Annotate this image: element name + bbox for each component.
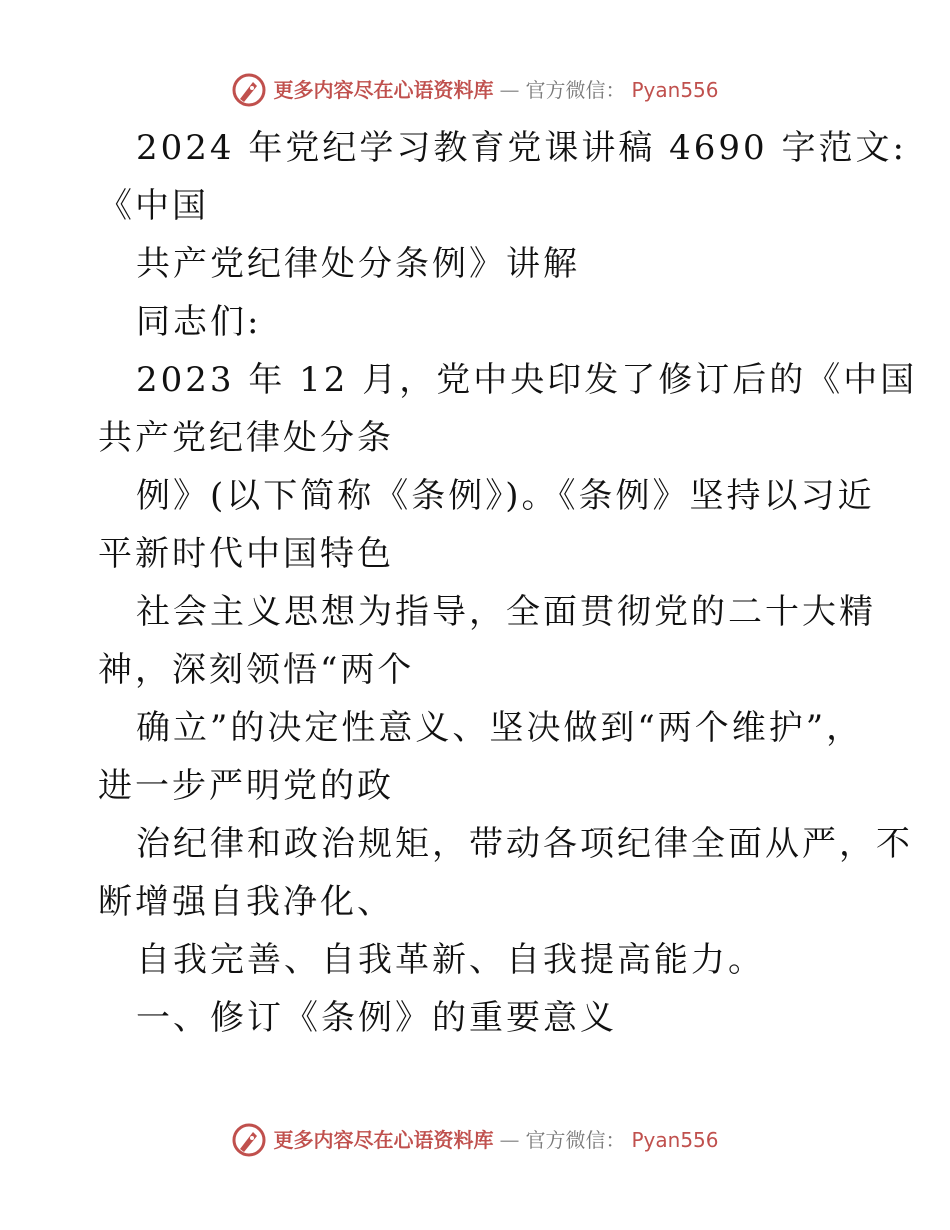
doc-text-line: 自我完善、自我革新、自我提高能力。	[136, 940, 765, 980]
doc-text-line: 社会主义思想为指导，全面贯彻党的二十大精	[136, 592, 876, 632]
doc-text-line: 神，深刻领悟“两个	[98, 650, 415, 690]
doc-text-line: 确立”的决定性意义、坚决做到“两个维护”，	[136, 708, 864, 748]
watermark-separator: —	[499, 78, 520, 102]
doc-salutation: 同志们:	[136, 302, 262, 342]
watermark-main-text: 更多内容尽在心语资料库	[273, 1128, 494, 1152]
pen-nib-logo-icon	[231, 1122, 267, 1158]
doc-title-line-3: 共产党纪律处分条例》讲解	[136, 244, 580, 284]
watermark-sub-text: 官方微信：	[525, 1128, 626, 1152]
doc-title-line-1: 2024 年党纪学习教育党课讲稿 4690 字范文:	[136, 128, 907, 168]
footer-watermark	[0, 1120, 950, 1160]
watermark-separator: —	[499, 1128, 520, 1152]
doc-title-line-2: 《中国	[98, 186, 209, 226]
doc-text-line: 进一步严明党的政	[98, 766, 394, 806]
doc-text-line: 断增强自我净化、	[98, 882, 394, 922]
doc-text-line: 治纪律和政治规矩，带动各项纪律全面从严，不	[136, 824, 913, 864]
watermark-handle: Pyan556	[631, 1128, 719, 1152]
watermark-main-text: 更多内容尽在心语资料库	[273, 78, 494, 102]
doc-section-heading: 一、修订《条例》的重要意义	[136, 998, 617, 1038]
doc-text-line: 2023 年 12 月，党中央印发了修订后的《中国	[136, 360, 918, 400]
watermark-sub-text: 官方微信：	[525, 78, 626, 102]
watermark-handle: Pyan556	[631, 78, 719, 102]
doc-text-line: 平新时代中国特色	[98, 534, 394, 574]
doc-text-line: 共产党纪律处分条	[98, 418, 394, 458]
doc-text-line: 例》(以下简称《条例》)。《条例》坚持以习近	[136, 476, 875, 516]
